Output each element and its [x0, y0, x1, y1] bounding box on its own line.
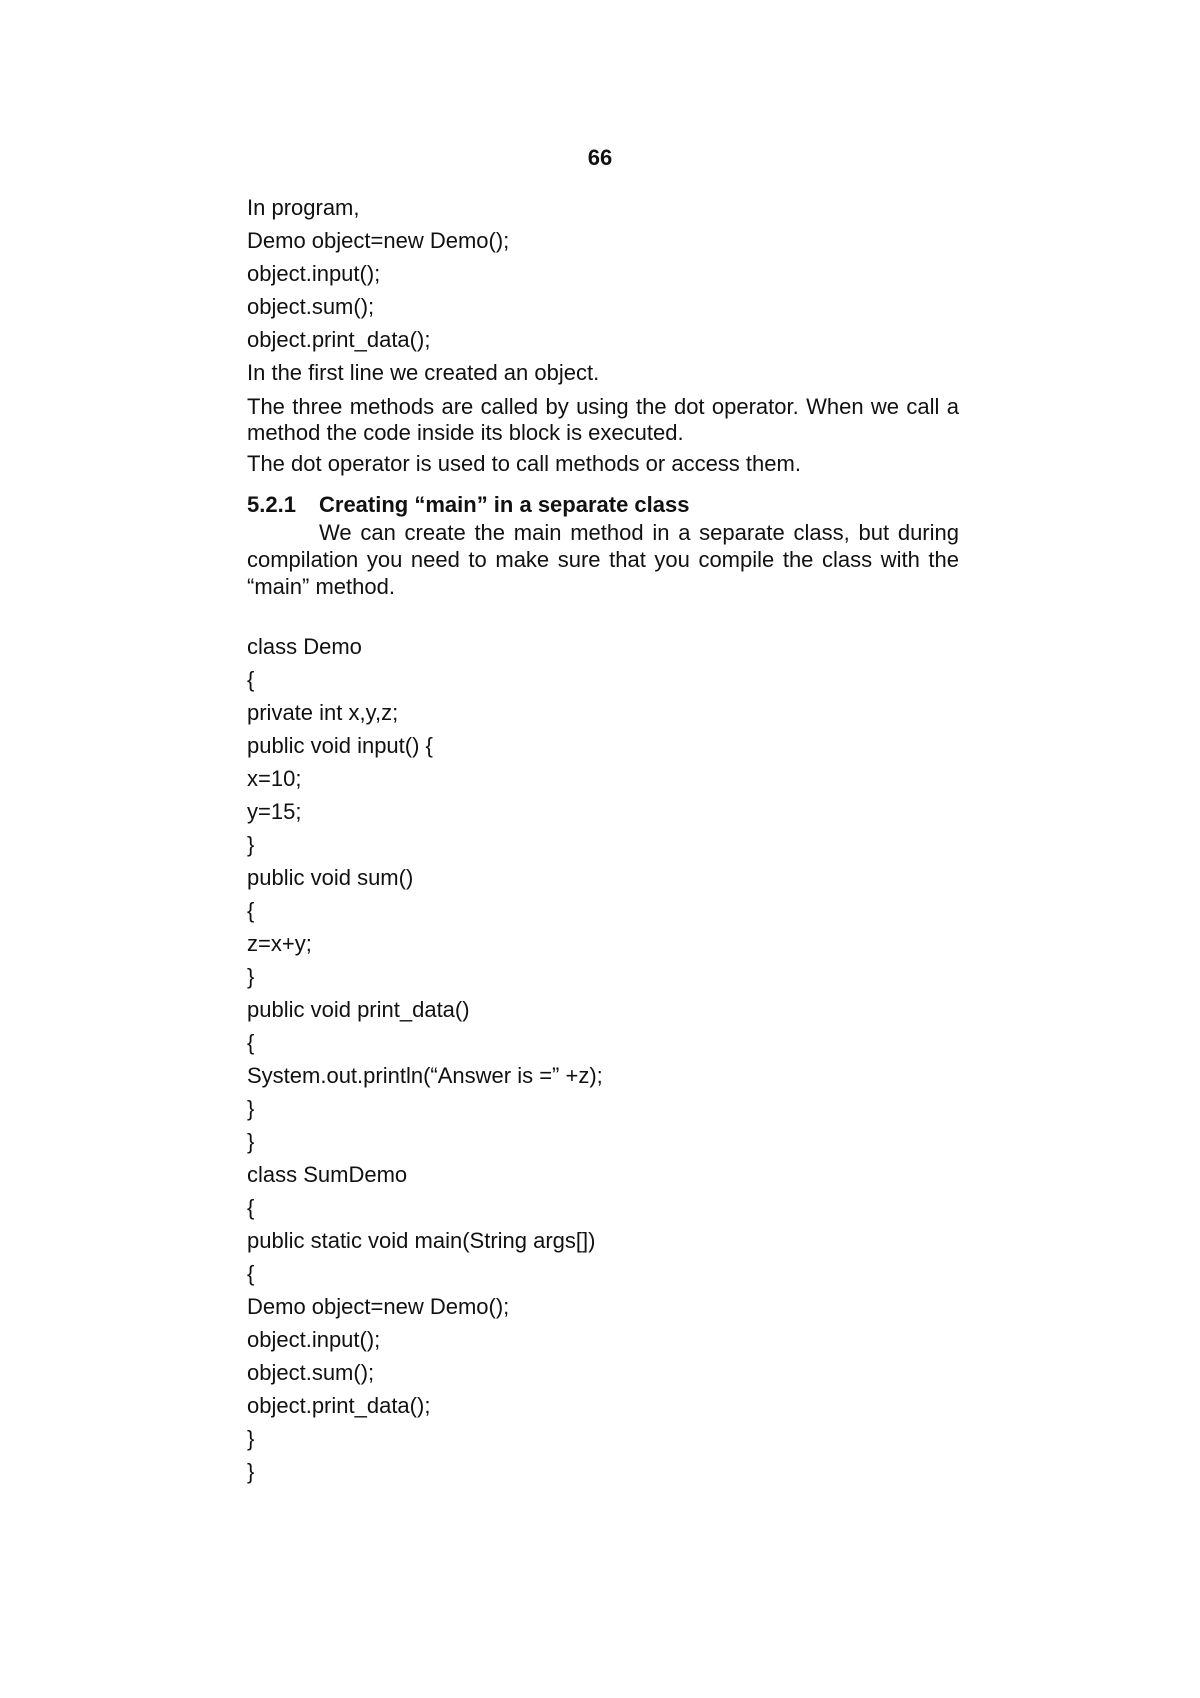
section-title: Creating “main” in a separate class: [319, 492, 690, 517]
page-content: [247, 191, 959, 1488]
text-line: In the first line we created an object.: [247, 360, 600, 385]
code-line: public void sum(): [247, 865, 414, 890]
spacer: [247, 600, 959, 630]
code-line: }: [247, 1426, 255, 1451]
code-line: {: [247, 898, 255, 923]
code-line: class Demo: [247, 634, 362, 659]
code-line: {: [247, 1261, 255, 1286]
page-number: 66: [587, 145, 613, 170]
code-line: z=x+y;: [247, 931, 312, 956]
code-line: object.input();: [247, 1327, 381, 1352]
code-line: y=15;: [247, 799, 302, 824]
text-line: In program,: [247, 195, 360, 220]
code-line: Demo object=new Demo();: [247, 228, 510, 253]
code-line: {: [247, 667, 255, 692]
code-line: object.sum();: [247, 1360, 375, 1385]
code-line: object.sum();: [247, 294, 375, 319]
code-line: {: [247, 1030, 255, 1055]
code-line: }: [247, 1129, 255, 1154]
code-line: public static void main(String args[]): [247, 1228, 596, 1253]
paragraph-dot-operator-methods: The three methods are called by using the dot operator. When we call a method the code inside its block is executed.: [247, 394, 959, 445]
code-line: System.out.println(“Answer is =” +z);: [247, 1063, 603, 1088]
code-line: {: [247, 1195, 255, 1220]
section-number: 5.2.1: [247, 492, 296, 517]
section-heading: [247, 491, 959, 519]
code-line: private int x,y,z;: [247, 700, 399, 725]
intro-block: [247, 191, 959, 389]
section-body: We can create the main method in a separate class, but during compilation you need to make sure that you compile the class with the “main” method.: [247, 520, 959, 599]
code-line: }: [247, 964, 255, 989]
code-line: public void input() {: [247, 733, 433, 758]
code-line: x=10;: [247, 766, 302, 791]
code-line: object.input();: [247, 261, 381, 286]
code-line: }: [247, 1096, 255, 1121]
paragraph-dot-operator-use: The dot operator is used to call methods or access them.: [247, 451, 801, 476]
code-line: class SumDemo: [247, 1162, 408, 1187]
code-line: object.print_data();: [247, 327, 431, 352]
code-line: }: [247, 1459, 255, 1484]
code-line: Demo object=new Demo();: [247, 1294, 510, 1319]
code-line: public void print_data(): [247, 997, 470, 1022]
code-line: }: [247, 832, 255, 857]
code-line: object.print_data();: [247, 1393, 431, 1418]
code-listing: [247, 630, 959, 1488]
